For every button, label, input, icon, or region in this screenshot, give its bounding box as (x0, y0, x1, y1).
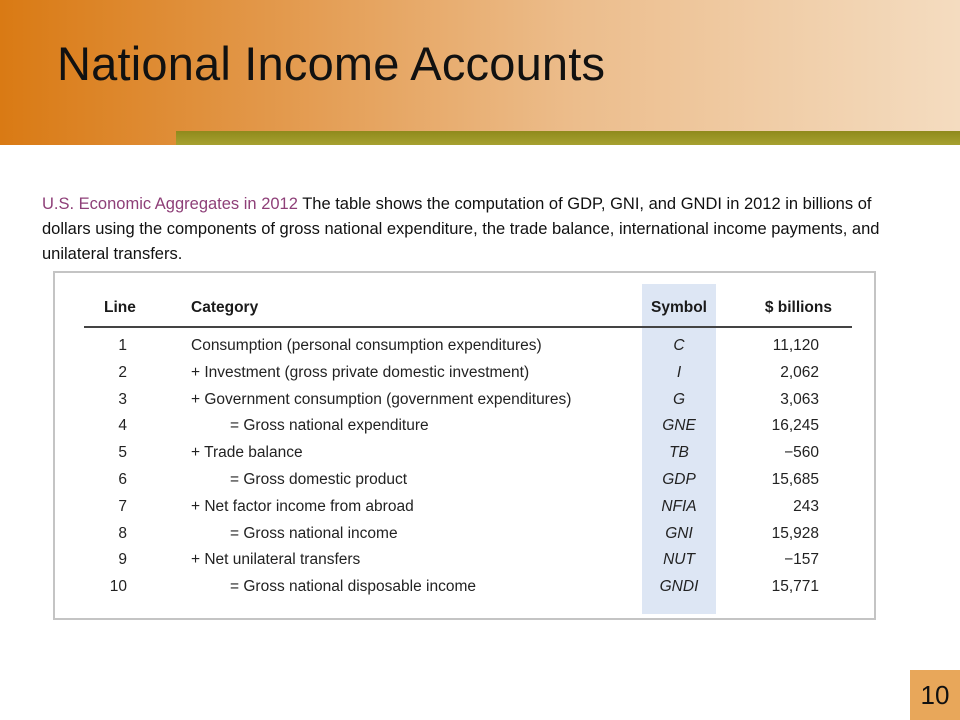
table-caption (42, 192, 902, 267)
header-symbol: Symbol (651, 299, 707, 316)
row-value: 11,120 (772, 337, 819, 354)
row-line-number: 10 (109, 578, 127, 596)
row-value: 2,062 (780, 363, 819, 381)
row-line-number: 6 (118, 471, 127, 488)
header-rule (84, 326, 852, 328)
table-row (0, 416, 960, 443)
row-category: + Net unilateral transfers (191, 551, 361, 569)
table-row (0, 577, 960, 604)
row-category: + Investment (gross private domestic investment) (191, 363, 530, 381)
row-category: + Net factor income from abroad (191, 497, 414, 515)
page-number: 10 (910, 670, 960, 720)
row-symbol: NUT (663, 551, 695, 569)
row-line-number: 3 (118, 390, 127, 408)
row-symbol: NFIA (661, 497, 697, 515)
row-category: = Gross national disposable income (230, 578, 476, 596)
table-row (0, 470, 960, 497)
caption-body: The table shows the computation of GDP, GNI, and GNDI in 2012 in billions of dollars using the components of gross national expenditure, the trade balance, international income payments, and unilateral transfers. (42, 195, 880, 263)
row-symbol: G (672, 390, 686, 408)
table-row (0, 497, 960, 524)
caption-lead: U.S. Economic Aggregates in 2012 (42, 195, 298, 213)
table-row (0, 336, 960, 363)
table-row (0, 443, 960, 470)
slide-title: National Income Accounts (57, 37, 606, 90)
table-row (0, 363, 960, 390)
row-value: 15,685 (771, 471, 819, 488)
row-category: + Trade balance (191, 444, 303, 462)
row-symbol: GNI (665, 524, 693, 542)
row-value: 3,063 (780, 390, 819, 408)
table-row (0, 390, 960, 417)
row-value: −157 (784, 551, 819, 569)
row-line-number: 5 (118, 444, 127, 462)
row-symbol: GNDI (659, 578, 699, 596)
header-value: $ billions (764, 299, 832, 316)
row-value: 16,245 (771, 417, 819, 435)
row-symbol: TB (669, 444, 689, 462)
row-value: 15,928 (771, 524, 819, 542)
row-line-number: 9 (118, 551, 127, 569)
row-line-number: 7 (118, 497, 127, 515)
header-line: Line (104, 299, 136, 316)
row-symbol: GDP (662, 471, 696, 488)
row-symbol: C (673, 337, 685, 354)
row-symbol: GNE (662, 417, 696, 435)
row-line-number: 4 (118, 417, 127, 435)
table-row (0, 550, 960, 577)
row-line-number: 1 (118, 337, 127, 354)
row-value: 15,771 (771, 578, 819, 596)
accent-bar (176, 131, 960, 145)
row-symbol: I (676, 363, 682, 381)
row-value: −560 (784, 444, 819, 462)
table-row (0, 524, 960, 551)
row-line-number: 8 (118, 524, 127, 542)
row-line-number: 2 (118, 363, 127, 381)
header-category: Category (191, 299, 259, 316)
row-category: = Gross national income (230, 524, 398, 542)
row-category: + Government consumption (government expenditures) (191, 390, 572, 408)
row-value: 243 (793, 497, 819, 515)
row-category: = Gross national expenditure (230, 417, 429, 435)
row-category: Consumption (personal consumption expenditures) (191, 337, 542, 354)
row-category: = Gross domestic product (230, 471, 408, 488)
